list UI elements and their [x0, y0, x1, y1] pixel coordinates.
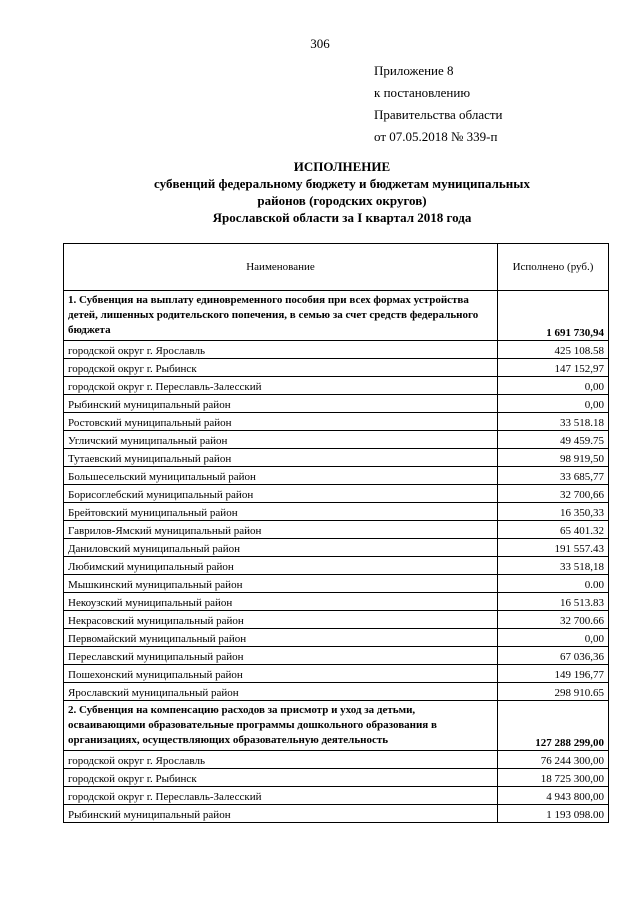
municipality-name: Гаврилов-Ямский муниципальный район — [64, 521, 498, 539]
municipality-name: Тутаевский муниципальный район — [64, 449, 498, 467]
table-row — [64, 665, 609, 683]
executed-amount: 32 700.66 — [498, 611, 609, 629]
executed-amount: 49 459.75 — [498, 431, 609, 449]
table-row — [64, 341, 609, 359]
municipality-name: Борисоглебский муниципальный район — [64, 485, 498, 503]
executed-amount: 33 518,18 — [498, 557, 609, 575]
table-row — [64, 413, 609, 431]
section-title: 2. Субвенция на компенсацию расходов за присмотр и уход за детьми, осваивающими образовательные программы дошкольного образования в организациях, осуществляющих образовательную деятельность — [64, 701, 498, 751]
table-row — [64, 449, 609, 467]
executed-amount: 0,00 — [498, 377, 609, 395]
appendix-line: к постановлению — [374, 85, 471, 100]
municipality-name: Некрасовский муниципальный район — [64, 611, 498, 629]
title-line: ИСПОЛНЕНИЕ — [293, 159, 391, 174]
document-title — [60, 158, 624, 226]
municipality-name: Пошехонский муниципальный район — [64, 665, 498, 683]
municipality-name: городской округ г. Ярославль — [64, 341, 498, 359]
appendix-reference — [374, 60, 503, 148]
executed-amount: 0,00 — [498, 395, 609, 413]
table-row — [64, 557, 609, 575]
title-line: районов (городских округов) — [257, 193, 427, 208]
executed-amount: 16 350,33 — [498, 503, 609, 521]
table-row — [64, 485, 609, 503]
title-line: Ярославской области за I квартал 2018 года — [212, 210, 472, 225]
municipality-name: Переславский муниципальный район — [64, 647, 498, 665]
table-row — [64, 359, 609, 377]
executed-amount: 32 700,66 — [498, 485, 609, 503]
table-row — [64, 467, 609, 485]
page-number: 306 — [310, 36, 330, 51]
municipality-name: Первомайский муниципальный район — [64, 629, 498, 647]
table-row — [64, 377, 609, 395]
executed-amount: 147 152,97 — [498, 359, 609, 377]
municipality-name: Большесельский муниципальный район — [64, 467, 498, 485]
executed-amount: 16 513.83 — [498, 593, 609, 611]
executed-amount: 33 518.18 — [498, 413, 609, 431]
subvention-table — [63, 243, 609, 823]
table-body — [64, 291, 609, 823]
table-row — [64, 751, 609, 769]
municipality-name: Любимский муниципальный район — [64, 557, 498, 575]
municipality-name: Мышкинский муниципальный район — [64, 575, 498, 593]
table-row — [64, 539, 609, 557]
header-amount: Исполнено (руб.) — [498, 244, 609, 291]
executed-amount: 65 401.32 — [498, 521, 609, 539]
table-row — [64, 805, 609, 823]
executed-amount: 67 036,36 — [498, 647, 609, 665]
executed-amount: 191 557.43 — [498, 539, 609, 557]
executed-amount: 1 193 098.00 — [498, 805, 609, 823]
municipality-name: Рыбинский муниципальный район — [64, 805, 498, 823]
table-row — [64, 521, 609, 539]
municipality-name: Ярославский муниципальный район — [64, 683, 498, 701]
table-row — [64, 575, 609, 593]
table-row — [64, 395, 609, 413]
title-line: субвенций федеральному бюджету и бюджетам муниципальных — [154, 176, 530, 191]
municipality-name: Угличский муниципальный район — [64, 431, 498, 449]
section-row — [64, 291, 609, 341]
section-title: 1. Субвенция на выплату единовременного пособия при всех формах устройства детей, лишенных родительского попечения, в семью за счет средств федерального бюджета — [64, 291, 498, 341]
appendix-line: Приложение 8 — [374, 63, 454, 78]
executed-amount: 425 108.58 — [498, 341, 609, 359]
table-row — [64, 593, 609, 611]
appendix-line: от 07.05.2018 № 339-п — [374, 129, 498, 144]
section-total: 1 691 730,94 — [498, 291, 609, 341]
table-row — [64, 611, 609, 629]
table-row — [64, 503, 609, 521]
municipality-name: Ростовский муниципальный район — [64, 413, 498, 431]
executed-amount: 4 943 800,00 — [498, 787, 609, 805]
municipality-name: городской округ г. Ярославль — [64, 751, 498, 769]
appendix-line: Правительства области — [374, 107, 503, 122]
executed-amount: 33 685,77 — [498, 467, 609, 485]
municipality-name: Брейтовский муниципальный район — [64, 503, 498, 521]
table-row — [64, 647, 609, 665]
table-row — [64, 683, 609, 701]
municipality-name: Даниловский муниципальный район — [64, 539, 498, 557]
section-row — [64, 701, 609, 751]
executed-amount: 18 725 300,00 — [498, 769, 609, 787]
municipality-name: городской округ г. Рыбинск — [64, 769, 498, 787]
table-row — [64, 769, 609, 787]
executed-amount: 76 244 300,00 — [498, 751, 609, 769]
executed-amount: 98 919,50 — [498, 449, 609, 467]
municipality-name: Рыбинский муниципальный район — [64, 395, 498, 413]
municipality-name: Некоузский муниципальный район — [64, 593, 498, 611]
municipality-name: городской округ г. Переславль-Залесский — [64, 377, 498, 395]
executed-amount: 298 910.65 — [498, 683, 609, 701]
table-row — [64, 787, 609, 805]
section-total: 127 288 299,00 — [498, 701, 609, 751]
executed-amount: 149 196,77 — [498, 665, 609, 683]
table-row — [64, 629, 609, 647]
municipality-name: городской округ г. Переславль-Залесский — [64, 787, 498, 805]
table-header-row — [64, 244, 609, 291]
executed-amount: 0,00 — [498, 629, 609, 647]
executed-amount: 0.00 — [498, 575, 609, 593]
header-name: Наименование — [64, 244, 498, 291]
table-row — [64, 431, 609, 449]
municipality-name: городской округ г. Рыбинск — [64, 359, 498, 377]
